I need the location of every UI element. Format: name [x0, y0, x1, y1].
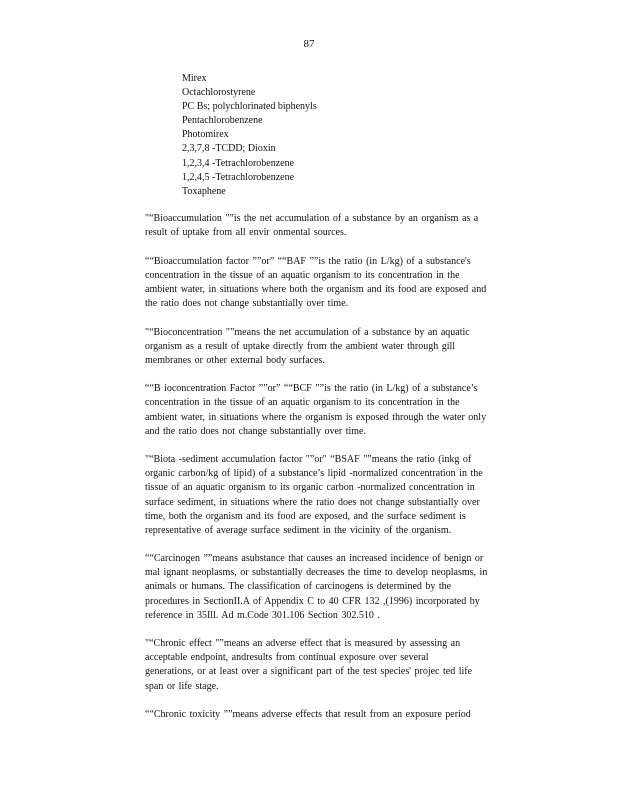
definition-bioconcentration-factor: ““B ioconcentration Factor ””or” ““BCF ””is the ratio (in L/kg) of a substance’s concentration in the tissue of an aquatic organism to its concentration in the ambient water, in situations where the organism is exposed through the water only and the ratio does not change substantially over time.	[145, 383, 487, 437]
definition-chronic-toxicity: ““Chronic toxicity ””means adverse effects that result from an exposure period	[145, 709, 471, 721]
chemical-list	[182, 72, 317, 199]
list-item: 1,2,4,5 -Tetrachlorobenzene	[182, 171, 295, 183]
list-item: 1,2,3,4 -Tetrachlorobenzene	[182, 157, 295, 169]
definition-bioconcentration: "“Bioconcentration "”means the net accumulation of a substance by an aquatic organism as a result of uptake directly from the ambient water through gill membranes or other external body surfaces.	[145, 326, 470, 366]
definitions-section	[145, 212, 545, 722]
list-item: Pentachlorobenzene	[182, 115, 263, 127]
list-item: Octachlorostyrene	[182, 87, 256, 99]
definition-bioaccumulation-factor: ““Bioaccumulation factor ””or” ““BAF ””is the ratio (in L/kg) of a substance's concentration in the tissue of an aquatic organism to its concentration in the ambient water, in situations where both the organism and its food are exposed and the ratio does not change substantially over time.	[145, 255, 487, 309]
definition-chronic-effect: "“Chronic effect "”means an adverse effect that is measured by assessing an acceptable endpoint, andresults from continual exposure over several generations, or at least over a significant part of the test species' projec ted life span or life stage.	[145, 638, 473, 692]
list-item: 2,3,7,8 -TCDD; Dioxin	[182, 143, 276, 155]
list-item: Photomirex	[182, 129, 229, 141]
list-item: Toxaphene	[182, 185, 226, 197]
definition-carcinogen: ““Carcinogen ””means asubstance that causes an increased incidence of benign or mal ignant neoplasms, or substantially decreases the time to develop neoplasms, in animals or humans. The classification of carcinogens is determined by the procedures in SectionII.A of Appendix C to 40 CFR 132 ,(1996) incorporated by reference in 35Ill. Ad m.Code 301.106 Section 302.510 .	[145, 553, 488, 621]
list-item: PC Bs; polychlorinated biphenyls	[182, 101, 317, 113]
definition-biota-sediment-accumulation-factor: "“Biota -sediment accumulation factor "”or" “BSAF "”means the ratio (inkg of organic carbon/kg of lipid) of a substance’s lipid -normalized concentration in the tissue of an aquatic organism to its organic carbon -normalized concentration in surface sediment, in situations where the ratio does not change substantially over time, both the organism and its food are exposed, and the surface sediment is representative of average surface sediment in the vicinity of the organism.	[145, 454, 483, 536]
list-item: Mirex	[182, 73, 207, 84]
definition-bioaccumulation: "“Bioaccumulation "”is the net accumulation of a substance by an organism as a result of uptake from all envir onmental sources.	[145, 213, 479, 239]
page-number: 87	[303, 38, 315, 50]
